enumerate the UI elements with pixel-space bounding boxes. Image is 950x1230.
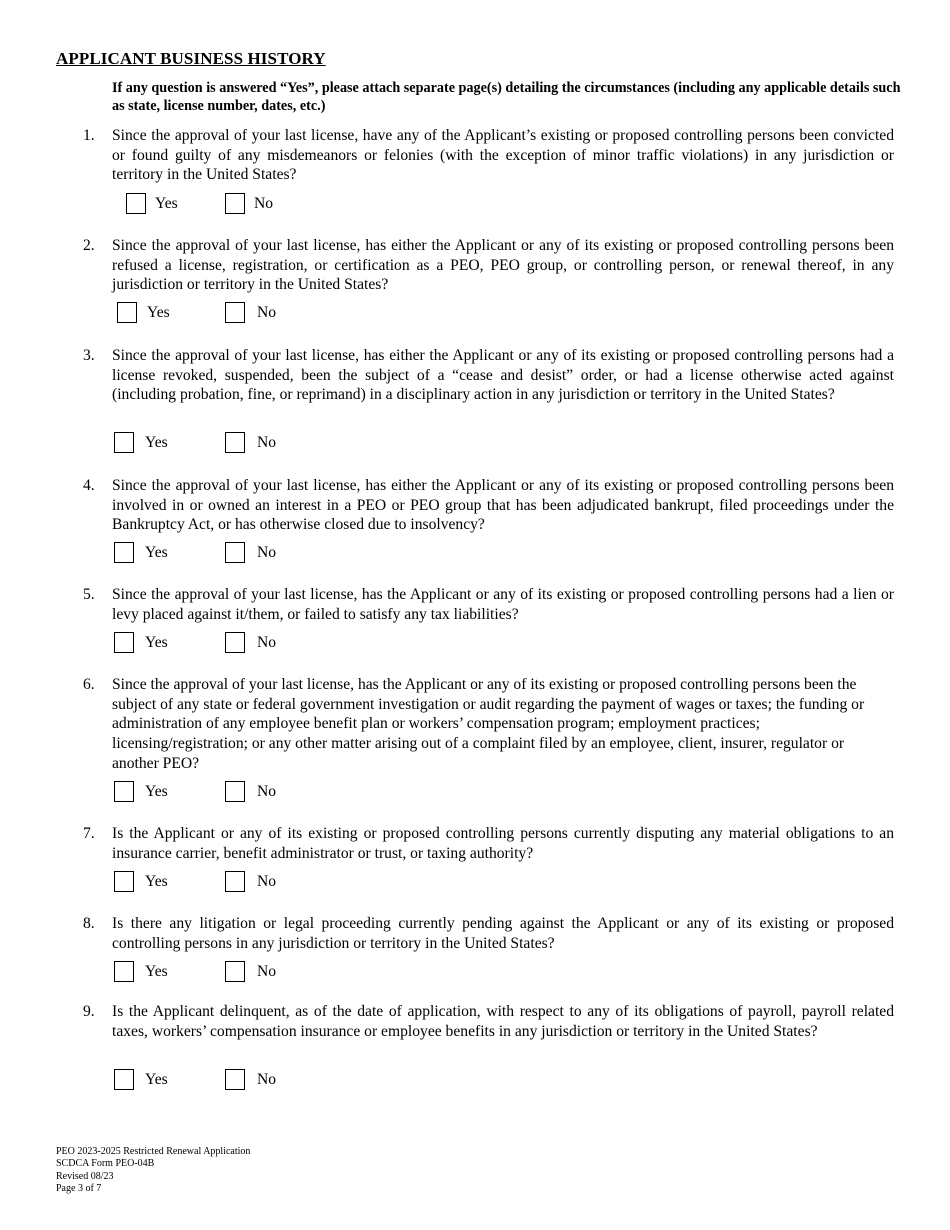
question-number: 3. — [83, 347, 95, 364]
question-number: 1. — [83, 127, 95, 144]
q3-yes-checkbox[interactable] — [114, 432, 134, 453]
footer-form-title: PEO 2023-2025 Restricted Renewal Application — [56, 1146, 251, 1157]
q2-yes-checkbox[interactable] — [117, 302, 137, 323]
yes-label: Yes — [147, 304, 170, 321]
no-label: No — [257, 544, 277, 561]
no-label: No — [257, 304, 277, 321]
question-number: 2. — [83, 237, 95, 254]
page-footer — [56, 1146, 250, 1195]
q5-yes-checkbox[interactable] — [114, 632, 134, 653]
instruction-text: If any question is answered “Yes”, please attach separate page(s) detailing the circumstances (including any applicable details such as state, license number, dates, etc.) — [112, 80, 901, 114]
q7-no-checkbox[interactable] — [225, 871, 245, 892]
question-number: 6. — [83, 676, 95, 693]
no-label: No — [257, 434, 277, 451]
footer-form-number: SCDCA Form PEO-04B — [56, 1158, 155, 1170]
question-text: Since the approval of your last license, has the Applicant or any of its existing or proposed controlling persons had a lien or levy placed against it/them, or failed to satisfy any tax liabilities? — [112, 586, 894, 623]
q8-no-checkbox[interactable] — [225, 961, 245, 982]
yes-label: Yes — [145, 783, 168, 800]
q6-no-checkbox[interactable] — [225, 781, 245, 802]
q1-no-checkbox[interactable] — [225, 193, 245, 214]
no-label: No — [257, 873, 277, 890]
footer-revision: Revised 08/23 — [56, 1170, 114, 1182]
q2-no-checkbox[interactable] — [225, 302, 245, 323]
q7-yes-checkbox[interactable] — [114, 871, 134, 892]
question-text: Since the approval of your last license, have any of the Applicant’s existing or proposed controlling persons been convicted or found guilty of any misdemeanors or felonies (with the exception of minor traffic violations) in any jurisdiction or territory in the United States? — [112, 127, 894, 184]
question-text: Is there any litigation or legal proceeding currently pending against the Applicant or any of its existing or proposed controlling persons in any jurisdiction or territory in the United States? — [112, 915, 894, 952]
page-title: APPLICANT BUSINESS HISTORY — [56, 49, 326, 68]
footer-page-number: Page 3 of 7 — [56, 1182, 102, 1194]
q4-yes-checkbox[interactable] — [114, 542, 134, 563]
q9-no-checkbox[interactable] — [225, 1069, 245, 1090]
question-text: Is the Applicant delinquent, as of the date of application, with respect to any of its obligations of payroll, payroll related taxes, workers’ compensation insurance or employee benefits in any jurisdiction or territory in the United States? — [112, 1003, 894, 1040]
question-number: 5. — [83, 586, 95, 603]
question-number: 8. — [83, 915, 95, 932]
q5-no-checkbox[interactable] — [225, 632, 245, 653]
yes-label: Yes — [145, 434, 168, 451]
question-text: Since the approval of your last license, has the Applicant or any of its existing or proposed controlling persons been the subject of any state or federal government investigation or audit regarding the payment of wages or taxes; the funding or administration of any employee benefit plan or workers’ compensation program; employment practices; licensing/registration; or any other matter arising out of a complaint filed by an employee, client, insurer, regulator or another PEO? — [112, 676, 865, 772]
no-label: No — [254, 195, 274, 212]
q6-yes-checkbox[interactable] — [114, 781, 134, 802]
question-number: 9. — [83, 1003, 95, 1020]
yes-label: Yes — [145, 634, 168, 651]
yes-label: Yes — [155, 195, 178, 212]
q3-no-checkbox[interactable] — [225, 432, 245, 453]
question-number: 4. — [83, 477, 95, 494]
yes-label: Yes — [145, 873, 168, 890]
q9-yes-checkbox[interactable] — [114, 1069, 134, 1090]
question-text: Since the approval of your last license, has either the Applicant or any of its existing or proposed controlling persons had a license revoked, suspended, been the subject of a “cease and desist” order, or had a license otherwise acted against (including probation, fine, or reprimand) in a disciplinary action in any jurisdiction or territory in the United States? — [112, 347, 894, 404]
yes-label: Yes — [145, 963, 168, 980]
question-text: Since the approval of your last license, has either the Applicant or any of its existing or proposed controlling persons been involved in or owned an interest in a PEO or PEO group that has been adjudicated bankrupt, filed proceedings under the Bankruptcy Act, or has otherwise closed due to insolvency? — [112, 477, 894, 534]
no-label: No — [257, 1071, 277, 1088]
question-text: Since the approval of your last license, has either the Applicant or any of its existing or proposed controlling persons been refused a license, registration, or certification as a PEO, PEO group, or controlling person, or renewal thereof, in any jurisdiction or territory in the United States? — [112, 237, 894, 294]
q8-yes-checkbox[interactable] — [114, 961, 134, 982]
yes-label: Yes — [145, 544, 168, 561]
no-label: No — [257, 783, 277, 800]
q4-no-checkbox[interactable] — [225, 542, 245, 563]
no-label: No — [257, 963, 277, 980]
question-text: Is the Applicant or any of its existing or proposed controlling persons currently disputing any material obligations to an insurance carrier, benefit administrator or trust, or taxing authority? — [112, 825, 894, 862]
no-label: No — [257, 634, 277, 651]
question-number: 7. — [83, 825, 95, 842]
q1-yes-checkbox[interactable] — [126, 193, 146, 214]
yes-label: Yes — [145, 1071, 168, 1088]
